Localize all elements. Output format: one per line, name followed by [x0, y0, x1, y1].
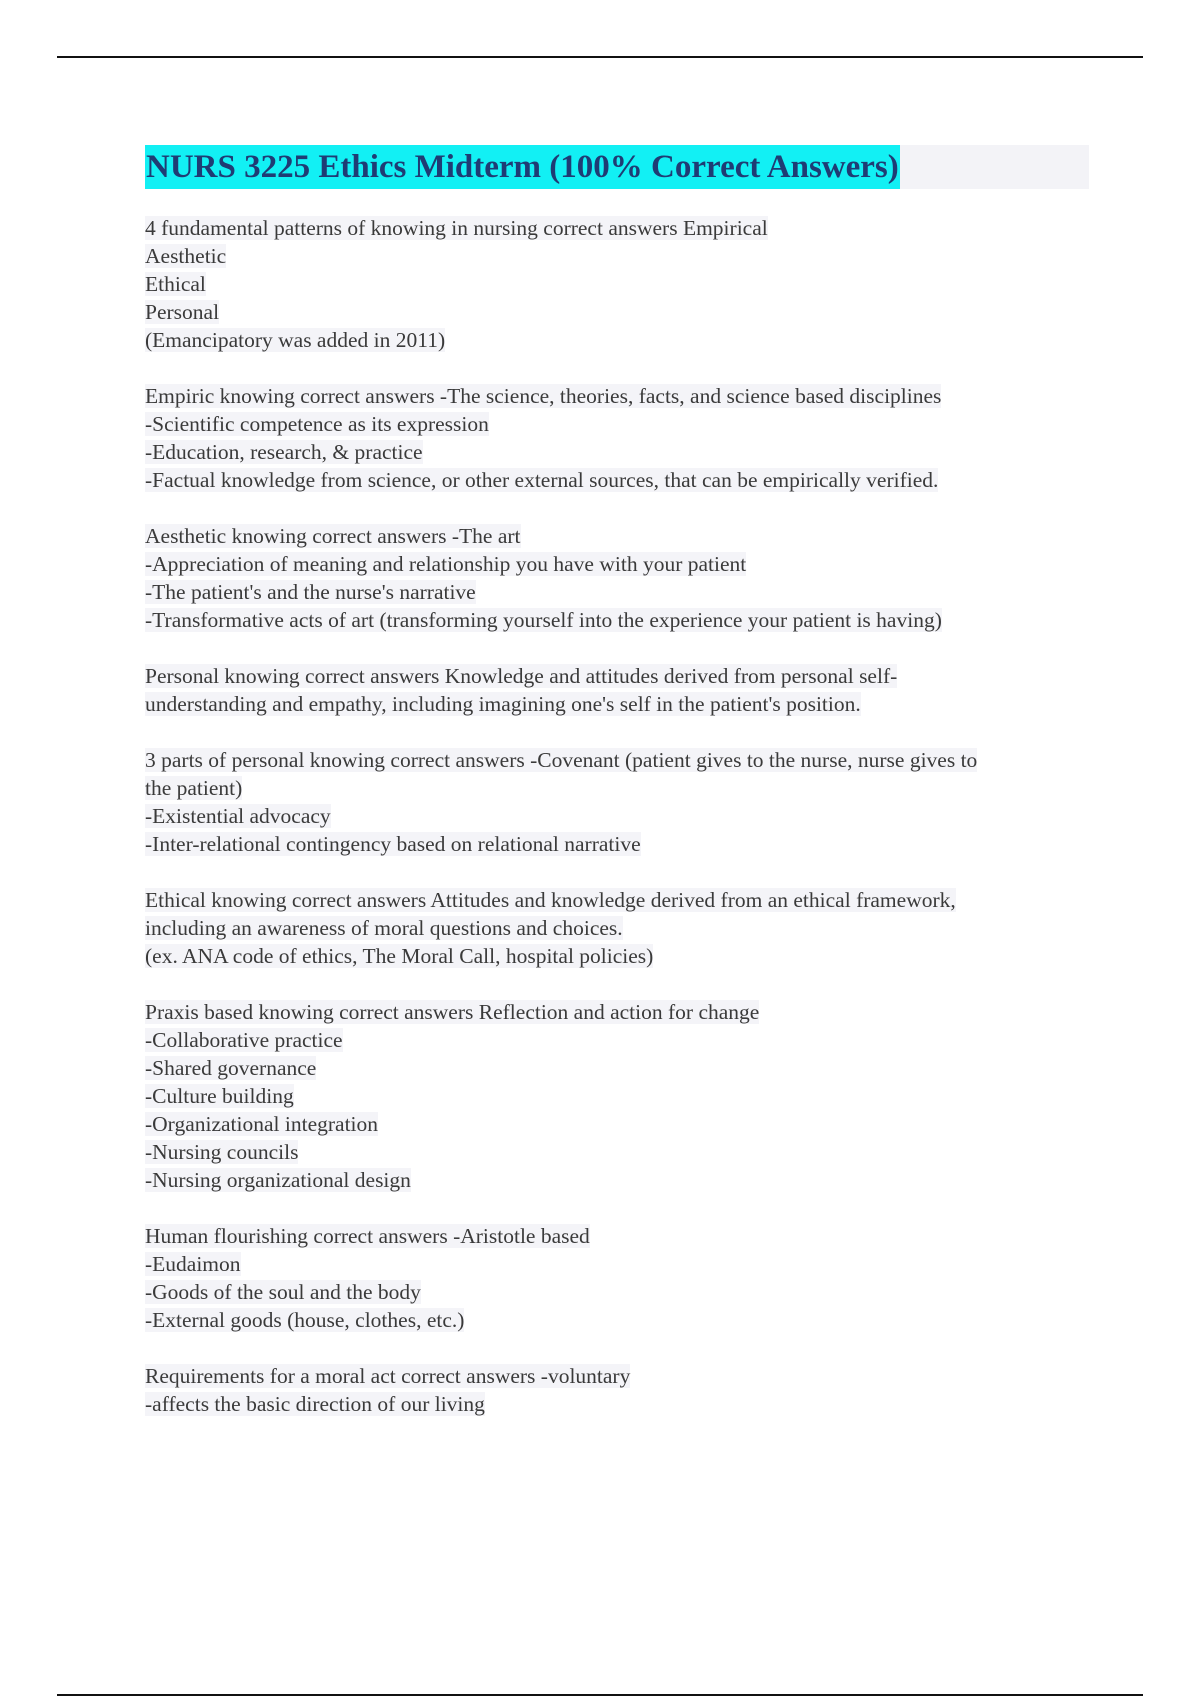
text-line: the patient): [145, 776, 243, 800]
text-line: including an awareness of moral questions and choices.: [145, 916, 623, 940]
text-line: (Emancipatory was added in 2011): [145, 328, 446, 352]
text-line: Requirements for a moral act correct answers -voluntary: [145, 1364, 631, 1388]
qa-item: [145, 886, 1090, 970]
text-line: -Scientific competence as its expression: [145, 412, 489, 436]
text-line: -Factual knowledge from science, or other external sources, that can be empirically verified.: [145, 468, 939, 492]
text-line: -Goods of the soul and the body: [145, 1280, 421, 1304]
document-title: NURS 3225 Ethics Midterm (100% Correct Answers): [145, 145, 900, 189]
qa-item: [145, 382, 1090, 494]
text-line: -Nursing organizational design: [145, 1168, 411, 1192]
text-line: -Culture building: [145, 1084, 294, 1108]
text-line: Personal: [145, 300, 220, 324]
text-line: -Existential advocacy: [145, 804, 331, 828]
text-line: (ex. ANA code of ethics, The Moral Call, hospital policies): [145, 944, 654, 968]
qa-item: [145, 1222, 1090, 1334]
text-line: -Organizational integration: [145, 1112, 379, 1136]
qa-item: [145, 662, 1090, 718]
text-line: -Inter-relational contingency based on relational narrative: [145, 832, 641, 856]
text-line: Empiric knowing correct answers -The science, theories, facts, and science based disciplines: [145, 384, 942, 408]
text-line: understanding and empathy, including imagining one's self in the patient's position.: [145, 692, 861, 716]
text-line: -External goods (house, clothes, etc.): [145, 1308, 465, 1332]
text-line: Human flourishing correct answers -Aristotle based: [145, 1224, 590, 1248]
text-line: -Shared governance: [145, 1056, 317, 1080]
text-line: Ethical knowing correct answers Attitudes and knowledge derived from an ethical framework,: [145, 888, 956, 912]
qa-item: [145, 998, 1090, 1194]
text-line: Aesthetic knowing correct answers -The art: [145, 524, 521, 548]
text-line: -The patient's and the nurse's narrative: [145, 580, 476, 604]
text-line: -affects the basic direction of our living: [145, 1392, 485, 1416]
qa-item: [145, 746, 1090, 858]
text-line: -Transformative acts of art (transforming yourself into the experience your patient is having): [145, 608, 942, 632]
qa-item: [145, 1362, 1090, 1418]
text-line: -Nursing councils: [145, 1140, 299, 1164]
qa-item: [145, 214, 1090, 354]
text-line: Ethical: [145, 272, 206, 296]
text-line: Praxis based knowing correct answers Reflection and action for change: [145, 1000, 760, 1024]
text-line: 3 parts of personal knowing correct answers -Covenant (patient gives to the nurse, nurse gives to: [145, 748, 978, 772]
qa-item: [145, 522, 1090, 634]
header-rule: [57, 56, 1143, 58]
text-line: -Collaborative practice: [145, 1028, 343, 1052]
text-line: 4 fundamental patterns of knowing in nursing correct answers Empirical: [145, 216, 768, 240]
document-body: [145, 214, 1090, 1446]
footer-rule: [57, 1694, 1143, 1696]
text-line: Personal knowing correct answers Knowledge and attitudes derived from personal self-: [145, 664, 898, 688]
text-line: -Appreciation of meaning and relationship you have with your patient: [145, 552, 747, 576]
text-line: -Education, research, & practice: [145, 440, 423, 464]
text-line: -Eudaimon: [145, 1252, 241, 1276]
text-line: Aesthetic: [145, 244, 227, 268]
